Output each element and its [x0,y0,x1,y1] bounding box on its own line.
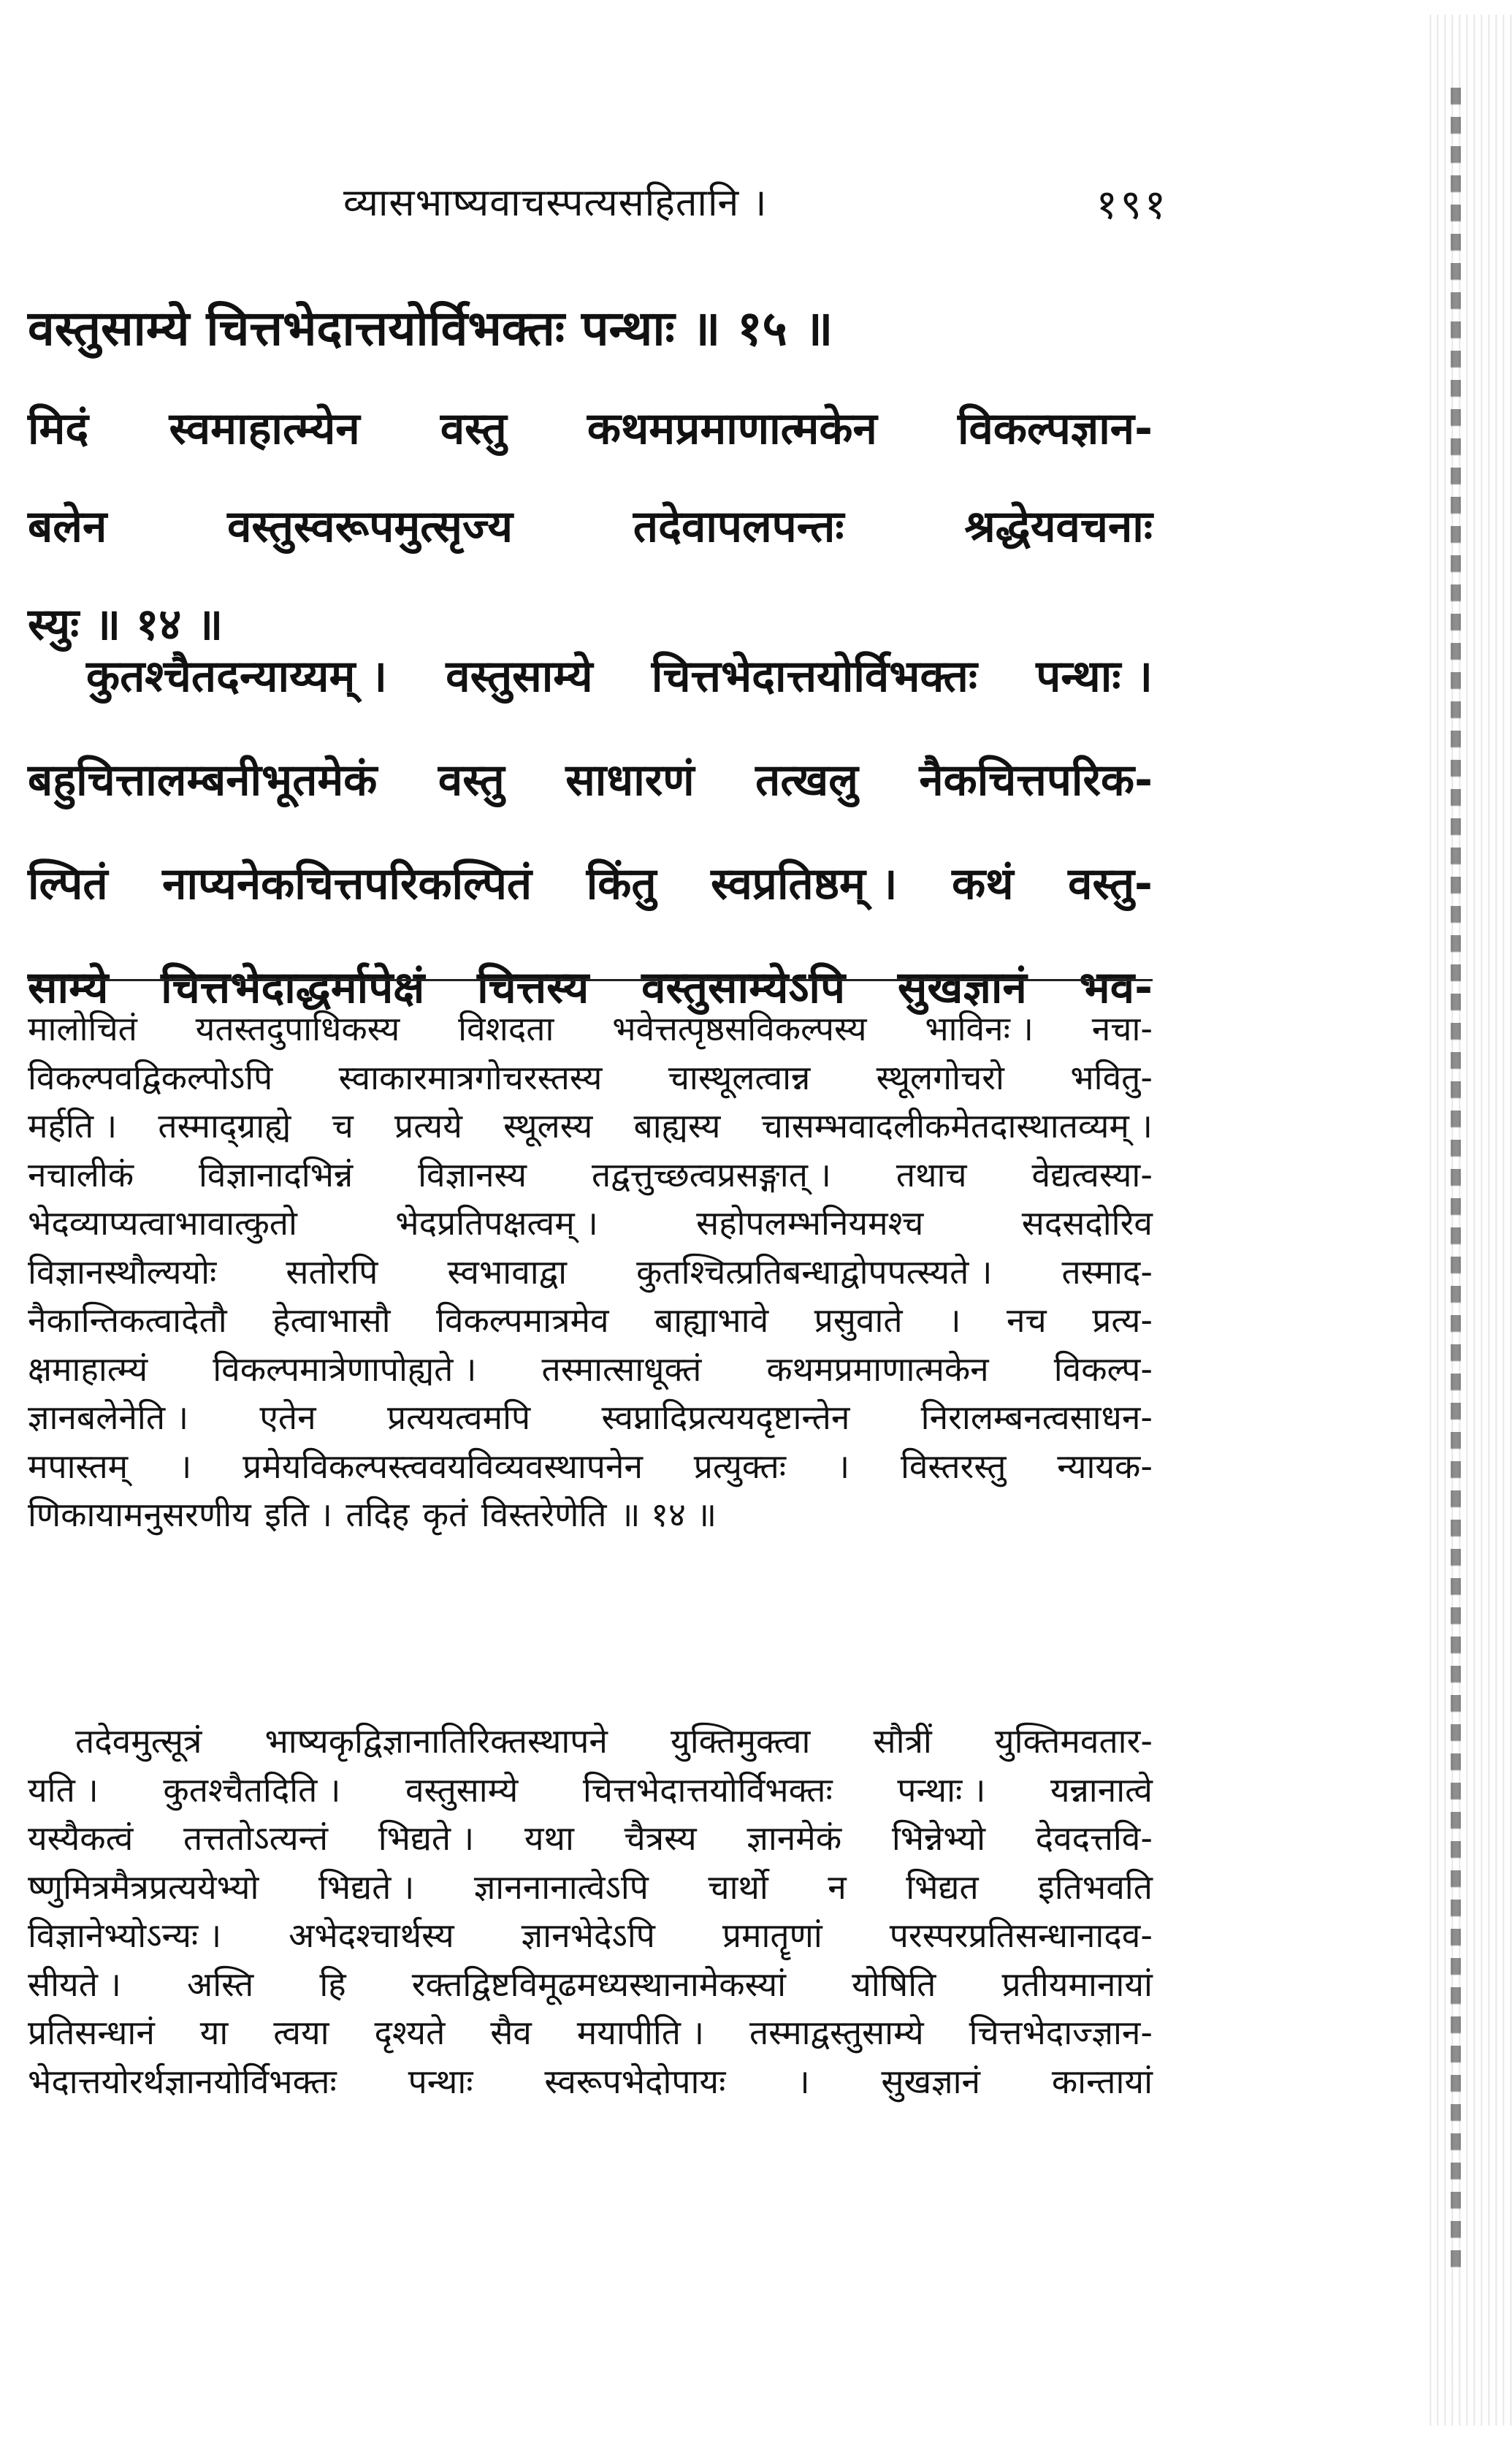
word: विकल्पवद्विकल्पोऽपि [28,1057,273,1097]
text-line [28,1911,1153,1960]
word: । [948,1300,961,1340]
word: दृश्यते [374,2013,446,2052]
word: भवितु- [1070,1057,1153,1097]
bhashya-main [28,625,1153,1040]
word: अस्ति [187,1964,254,2004]
word: भवेत्तत्पृष्ठसविकल्पस्य [612,1009,867,1048]
text-line [28,1248,1153,1297]
word: नचालीकं [28,1154,134,1195]
word: तत्ततोऽत्यन्तं [183,1818,329,1858]
word: । [836,1446,850,1486]
word: नचा- [1091,1009,1153,1048]
word: प्रमेयविकल्पस्त्ववयविव्यवस्थापनेन [243,1446,643,1486]
word: भिद्यते । [318,1867,415,1907]
word: । [178,1446,192,1486]
word: भव- [1079,962,1153,1013]
word: कुतश्चित्प्रतिबन्धाद्वोपपत्स्यते । [636,1252,993,1292]
word: वस्तु- [1068,858,1153,910]
word: सीयते । [28,1964,121,2004]
running-title: व्यासभाष्यवाचस्पत्यसहितानि । [343,181,768,225]
word: वस्तु [440,403,507,454]
text-line [28,1054,1153,1102]
word: सतोरपि [286,1252,378,1292]
text-line [28,380,1153,478]
word: विज्ञानस्य [418,1154,527,1195]
word: सौत्रीं [873,1721,932,1761]
word: सहोपलम्भनियमश्च [696,1203,924,1243]
word: यति । [28,1770,99,1810]
word: प्रतिसन्धानं [28,2013,155,2052]
word: मालोचितं [28,1009,137,1048]
word: वस्तुसाम्येऽपि [641,962,846,1013]
word: तस्माद्वस्तुसाम्ये [749,2013,924,2052]
word: प्रत्ययत्वमपि [386,1398,531,1437]
word: कान्तायां [1051,2061,1153,2101]
word: प्रत्युक्तः [693,1446,787,1486]
word: विज्ञानादभिन्नं [198,1154,354,1195]
word: स्वाकारमात्रगोचरस्तस्य [338,1057,603,1097]
word: मपास्तम् [28,1446,129,1486]
word: इतिभवति [1038,1867,1153,1907]
word: बलेन [28,501,107,552]
word: भिन्नेभ्यो [891,1818,986,1858]
word: विकल्पमात्रेणापोह्यते । [213,1349,477,1389]
word: यतस्तदुपाधिकस्य [195,1009,400,1048]
text-line [28,1151,1153,1200]
word: साम्ये [28,962,109,1013]
word: क्षमाहात्म्यं [28,1349,148,1389]
word: कथं [952,858,1014,910]
word: हि [319,1964,346,2004]
word: भाष्यकृद्विज्ञानातिरिक्तस्थापने [264,1721,608,1761]
word: भाविनः । [925,1009,1034,1048]
text-line [28,1490,1153,1539]
word: चित्तभेदात्तयोर्विभक्तः [582,1770,833,1810]
text-line [28,1960,1153,2009]
word: हेत्वाभासौ [272,1300,391,1340]
text-line [28,1296,1153,1345]
word: प्रत्य- [1092,1300,1153,1340]
word: भेदात्तयोरर्थज्ञानयोर्विभक्तः [28,2061,337,2101]
word: ज्ञानभेदेऽपि [521,1916,655,1955]
word: स्थूलगोचरो [876,1057,1004,1097]
text-line [28,1102,1153,1151]
word: सुखज्ञानं [881,2061,981,2101]
word: यन्नानात्वे [1050,1770,1153,1810]
word: सुखज्ञानं [897,962,1027,1013]
word: ष्णुमित्रमैत्रप्रत्ययेभ्यो [28,1867,259,1907]
word: स्वरूपभेदोपायः [544,2061,726,2101]
word: ज्ञानमेकं [747,1818,842,1858]
word: ज्ञानबलेनेति । [28,1398,189,1437]
word: पन्थाः । [1036,651,1153,702]
text-line [28,1005,1153,1054]
word: प्रत्यये [394,1106,462,1146]
word: नैकान्तिकत्वादेतौ [28,1300,227,1340]
word: बहुचित्तालम्बनीभूतमेकं [28,755,378,806]
word: एतेन [259,1398,316,1437]
text-line [28,1345,1153,1394]
word: वस्तु [438,755,505,806]
word: चैत्रस्य [624,1818,697,1858]
word: न्यायक- [1057,1446,1153,1486]
word: कथमप्रमाणात्मकेन [766,1349,989,1389]
text-line [28,625,1153,728]
word: स्युः ॥ १४ ॥ [28,599,224,650]
word: तद्वत्तुच्छत्वप्रसङ्गात् । [592,1154,831,1195]
word: विस्तरेणेति [481,1495,607,1534]
word: स्थूलस्य [503,1106,593,1146]
word: तस्माद- [1061,1252,1153,1292]
sutra-heading [28,292,1153,365]
word: वस्तुसाम्ये [446,651,593,702]
word: स्वप्नादिप्रत्ययदृष्टान्तेन [601,1398,850,1437]
word: मिदं [28,403,89,454]
text-line [28,1863,1153,1912]
word: पन्थाः । [897,1770,986,1810]
word: विकल्प- [1053,1349,1153,1389]
word: चित्तस्य [477,962,589,1013]
word: प्रसुवाते [814,1300,903,1340]
word: प्रमातॄणां [722,1916,822,1955]
word: भेदप्रतिपक्षत्वम् । [395,1203,598,1243]
word: सैव [490,2013,532,2052]
word: चास्थूलत्वान्न [668,1057,811,1097]
word: श्रद्धेयवचनाः [964,501,1153,552]
word: तथाच [896,1154,967,1195]
word: कथमप्रमाणात्मकेन [587,403,877,454]
word: पन्थाः [408,2061,473,2101]
word: चार्थो [708,1867,768,1907]
word: च [332,1106,354,1146]
word: यस्यैकत्वं [28,1818,134,1858]
text-line [28,2057,1153,2106]
word: मयापीति । [576,2013,705,2052]
word: विकल्पमात्रमेव [435,1300,609,1340]
word: यथा [524,1818,574,1858]
commentary-block-2 [28,1717,1153,2106]
sutra-line: वस्तुसाम्ये चित्तभेदात्तयोर्विभक्तः पन्थाः ॥ १५ ॥ [28,300,833,357]
word: भिद्यते । [378,1818,475,1858]
word: अभेदश्चार्थस्य [289,1916,454,1955]
commentary-block-1 [28,1005,1153,1539]
word: नैकचित्तपरिक- [919,755,1153,806]
word: योषिति [852,1964,936,2004]
word: न [828,1867,847,1907]
word: चित्तभेदात्तयोर्विभक्तः [651,651,977,702]
word: युक्तिमवतार- [994,1721,1153,1761]
word: साधारणं [565,755,695,806]
word: सदसदोरिव [1021,1203,1153,1243]
word: मर्हति । [28,1106,118,1146]
word: ॥ १४ ॥ [619,1495,717,1534]
text-line [28,832,1153,936]
word: नच [1006,1300,1047,1340]
word: स्वप्रतिष्ठम् । [711,858,898,910]
scan-edge-artifact-dark [1451,88,1461,2279]
word: वस्तुस्वरूपमुत्सृज्य [227,501,513,552]
word: चित्तभेदाद्धर्मापेक्षं [161,962,425,1013]
word: इति । [264,1495,332,1534]
word: विशदता [458,1009,554,1048]
word: तदिह [345,1495,410,1534]
page-number: १९१ [1096,181,1169,229]
word: भेदव्याप्यत्वाभावात्कुतो [28,1203,297,1243]
word: परस्परप्रतिसन्धानादव- [889,1916,1153,1955]
word: कृतं [422,1495,468,1534]
text-line [28,1766,1153,1815]
text-line [28,1442,1153,1491]
word: तस्माद्ग्राह्ये [158,1106,291,1146]
word: निरालम्बनत्वसाधन- [920,1398,1153,1437]
text-line [28,1199,1153,1248]
word: या [199,2013,229,2052]
text-line [28,2008,1153,2057]
word: विज्ञानेभ्योऽन्यः । [28,1916,222,1955]
word: तस्मात्साधूक्तं [541,1349,702,1389]
word: युक्तिमुक्त्वा [671,1721,811,1761]
word: देवदत्तवि- [1035,1818,1153,1858]
text-line [28,478,1153,576]
word: कुतश्चैतदिति । [163,1770,341,1810]
word: चित्तभेदाज्ज्ञान- [969,2013,1153,2052]
word: बाह्याभावे [654,1300,769,1340]
word: णिकायामनुसरणीय [28,1495,251,1534]
word: प्रतीयमानायां [1001,1964,1153,2004]
word: तदेवापलपन्तः [633,501,844,552]
word: तत्खलु [755,755,858,806]
text-line [28,1393,1153,1442]
word: नाप्यनेकचित्तपरिकल्पितं [162,858,532,910]
word: तदेवमुत्सूत्रं [75,1721,202,1761]
word: । [797,2061,810,2101]
scan-edge-artifact [1424,15,1512,2426]
word: त्वया [273,2013,329,2052]
word: विज्ञानस्थौल्ययोः [28,1252,217,1292]
word: विकल्पज्ञान- [957,403,1153,454]
word: रक्तद्विष्टविमूढमध्यस्थानामेकस्यां [411,1964,787,2004]
text-line [28,1814,1153,1863]
word: विस्तरस्तु [900,1446,1007,1486]
word: कुतश्चैतदन्याय्यम् । [86,651,387,702]
footnote-rule [28,979,1153,981]
word: स्वभावाद्वा [447,1252,568,1292]
word: वेद्यत्वस्या- [1031,1154,1153,1195]
word: चासम्भवादलीकमेतदास्थातव्यम् । [761,1106,1153,1146]
word: बाह्यस्य [633,1106,721,1146]
word: भिद्यत [906,1867,979,1907]
page-header [343,175,1169,241]
word: स्वमाहात्म्येन [169,403,360,454]
text-line [28,1717,1153,1766]
word: ल्पितं [28,858,108,910]
word: ज्ञाननानात्वेऽपि [473,1867,649,1907]
word: किंतु [586,858,657,910]
word: वस्तुसाम्ये [405,1770,519,1810]
text-line [28,728,1153,832]
